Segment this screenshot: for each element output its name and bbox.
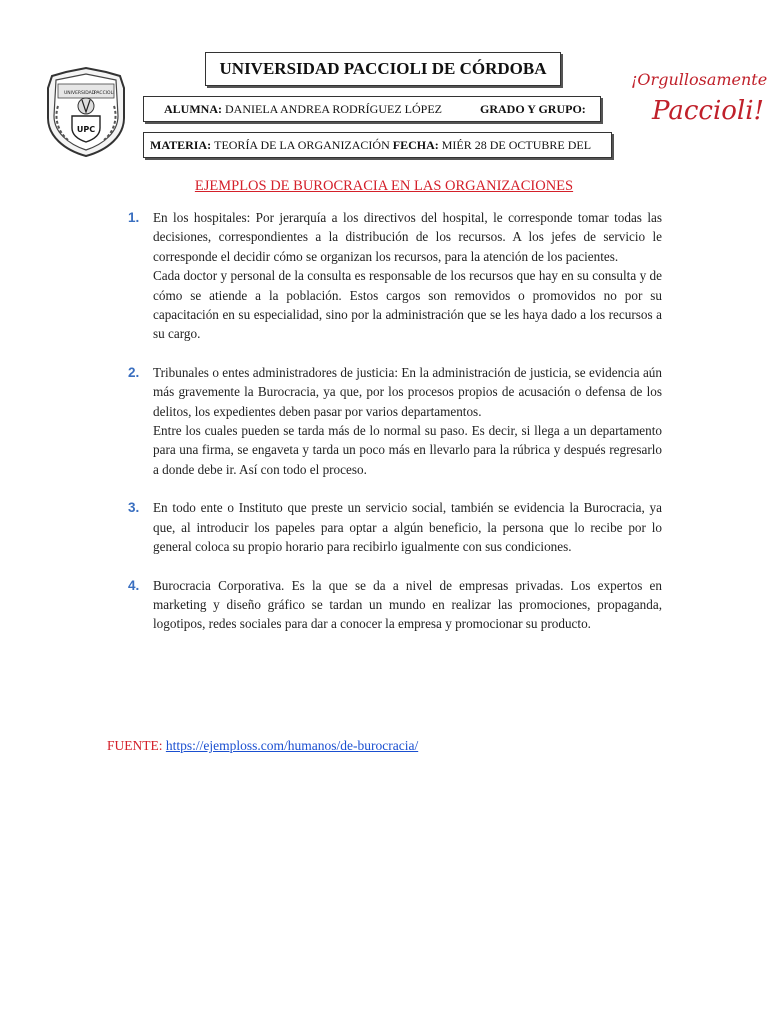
source-line — [107, 738, 418, 754]
list-item-number: 3. — [128, 500, 140, 516]
list-item-paragraph: Cada doctor y personal de la consulta es responsable de los recursos que hay en su consulta y de cómo se atiende a la población. Estos cargos son removidos o promovidos no por su capacitación en su especialidad, sino por la administración que se les haya dado a los recursos a su cargo. — [153, 268, 662, 342]
student-name: DANIELA ANDREA RODRÍGUEZ LÓPEZ — [225, 101, 442, 116]
subject-date-box — [143, 132, 612, 158]
student-info-box — [143, 96, 601, 122]
slogan-line-1: ¡Orgullosamente — [631, 70, 768, 89]
crest-text-right: PACCIOLI — [94, 91, 115, 96]
slogan-line-2: Paccioli! — [652, 96, 764, 126]
list-item-number: 2. — [128, 364, 140, 380]
list-item — [124, 576, 662, 634]
university-name-box — [205, 52, 561, 86]
list-item — [124, 498, 662, 556]
list-item-paragraph: En todo ente o Instituto que preste un servicio social, también se evidencia la Burocracia, ya que, al introducir los papeles para optar a algún beneficio, la persona que lo recibe por lo general coloca su propio horario para recibirlo igualmente con sus condiciones. — [153, 500, 662, 555]
list-item — [124, 363, 662, 479]
list-item-paragraph: En los hospitales: Por jerarquía a los directivos del hospital, le corresponde tomar todas las decisiones, correspondientes a la distribución de los recursos. A los jefes de servicio le corresponde el decidir cómo se organizan los recursos, para la atención de los pacientes. — [153, 210, 662, 264]
list-item-paragraph: Tribunales o entes administradores de justicia: En la administración de justicia, se evidencia aún más gravemente la Burocracia, ya que, por los procesos propios de acusación o defensa de los delitos, los expedientes deben pasar por varios departamentos. — [153, 364, 662, 419]
university-name: UNIVERSIDAD PACCIOLI DE CÓRDOBA — [219, 59, 547, 78]
crest-text-left: UNIVERSIDAD — [64, 91, 96, 96]
source-link[interactable]: https://ejemploss.com/humanos/de-burocracia/ — [165, 738, 419, 753]
student-label: ALUMNA: — [164, 101, 222, 116]
list-item — [124, 208, 662, 344]
university-crest-logo — [44, 66, 128, 158]
date-label: FECHA: — [392, 137, 439, 152]
list-item-number: 1. — [128, 210, 140, 225]
subject-label: MATERIA: — [150, 137, 212, 152]
list-item-number: 4. — [128, 577, 140, 593]
grade-group-label: GRADO Y GRUPO: — [480, 101, 586, 116]
subject-name: TEORÍA DE LA ORGANIZACIÓN — [214, 137, 390, 152]
list-item-paragraph: Burocracia Corporativa. Es la que se da a nivel de empresas privadas. Los expertos en marketing y diseño gráfico se tardan un mundo en realizar las promociones, propaganda, logotipos, redes sociales para dar a conocer la empresa y promocionar su producto. — [153, 577, 662, 632]
source-label: FUENTE: — [107, 738, 163, 753]
date-value: MIÉR 28 DE OCTUBRE DEL — [441, 137, 592, 152]
document-title: EJEMPLOS DE BUROCRACIA EN LAS ORGANIZACIONES — [194, 178, 574, 194]
list-item-paragraph: Entre los cuales pueden se tarda más de lo normal su paso. Es decir, si llega a un departamento para una firma, se engaveta y tarda un poco más en llevarlo para la rúbrica y después regresarlo a donde debe ir. Así con todo el proceso. — [153, 423, 662, 477]
crest-initials: UPC — [76, 125, 96, 134]
examples-list — [124, 208, 662, 653]
